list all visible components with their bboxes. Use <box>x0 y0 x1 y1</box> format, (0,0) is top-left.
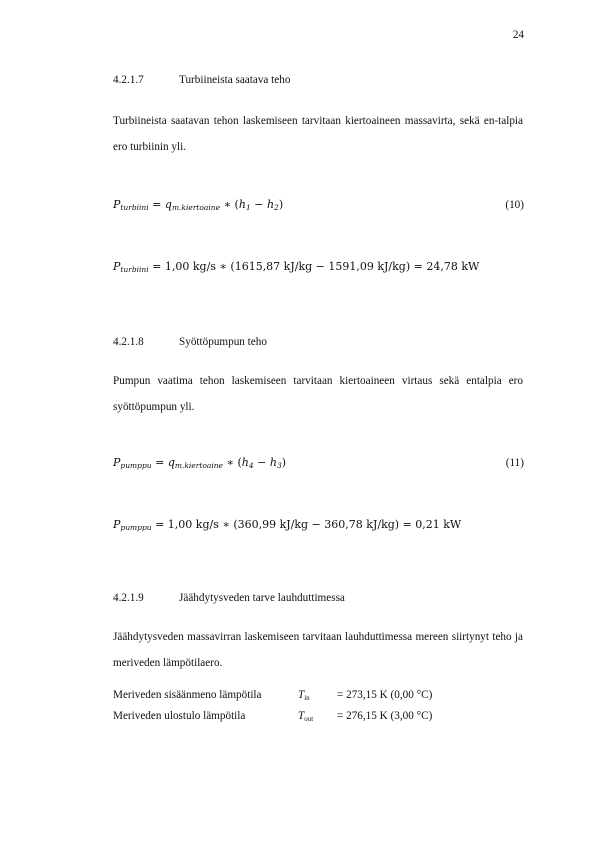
section-number: 4.2.1.8 <box>113 336 144 348</box>
formula-11: $P_{pumppu} = q_{m.kiertoaine}$ ∗ $(h_4 - h_3)$ <box>113 456 287 470</box>
section-number: 4.2.1.9 <box>113 592 144 604</box>
section-title: Syöttöpumpun teho <box>179 336 267 348</box>
variable-row-t-in <box>113 689 432 702</box>
calculation-text: = 1,00 kg/s ∗ (360,99 kJ/kg − 360,78 kJ/kg) = 0,21 kW <box>155 518 462 531</box>
section-title: Jäähdytysveden tarve lauhduttimessa <box>179 592 345 604</box>
section-heading-4-2-1-8 <box>113 336 267 348</box>
variable-value: = 276,15 K (3,00 °C) <box>337 710 433 722</box>
variable-symbol: $T_{in}$ <box>298 689 310 702</box>
formula-10: $P_{turbiini} = q_{m.kiertoaine}$ ∗ $(h_1 - h_2)$ <box>113 198 284 212</box>
variable-value: = 273,15 K (0,00 °C) <box>337 689 433 701</box>
section-heading-4-2-1-9 <box>113 592 345 604</box>
paragraph-turbine: Turbiineista saatavan tehon laskemiseen tarvitaan kiertoaineen massavirta, sekä en-talpia ero turbiinin yli. <box>113 115 523 153</box>
section-number: 4.2.1.7 <box>113 74 144 86</box>
calculation-turbine: $P_{turbiini} = 1,00$ kg/s ∗ (1615,87 kJ/kg − 1591,09 kJ/kg) = 24,78 kW <box>113 260 480 274</box>
variable-symbol: $T_{out}$ <box>298 710 314 723</box>
calculation-pump: $P_{pumppu} = 1,00$ kg/s ∗ (360,99 kJ/kg − 360,78 kJ/kg) = 0,21 kW <box>113 518 462 532</box>
section-title: Turbiineista saatava teho <box>179 74 291 86</box>
variable-label: Meriveden ulostulo lämpötila <box>113 710 246 722</box>
paragraph-cooling-water: Jäähdytysveden massavirran laskemiseen tarvitaan lauhduttimessa mereen siirtynyt teho ja meriveden lämpötilaero. <box>113 631 523 669</box>
equation-number-10: (10) <box>505 199 524 211</box>
section-heading-4-2-1-7 <box>113 74 290 86</box>
equation-number-11: (11) <box>505 457 524 469</box>
variable-row-t-out <box>113 710 432 723</box>
page-number: 24 <box>512 29 524 41</box>
variable-label: Meriveden sisäänmeno lämpötila <box>113 689 262 701</box>
paragraph-pump: Pumpun vaatima tehon laskemiseen tarvitaan kiertoaineen virtaus sekä entalpia ero syöttöpumpun yli. <box>113 375 523 413</box>
calculation-text: = 1,00 kg/s ∗ (1615,87 kJ/kg − 1591,09 kJ/kg) = 24,78 kW <box>152 260 480 273</box>
